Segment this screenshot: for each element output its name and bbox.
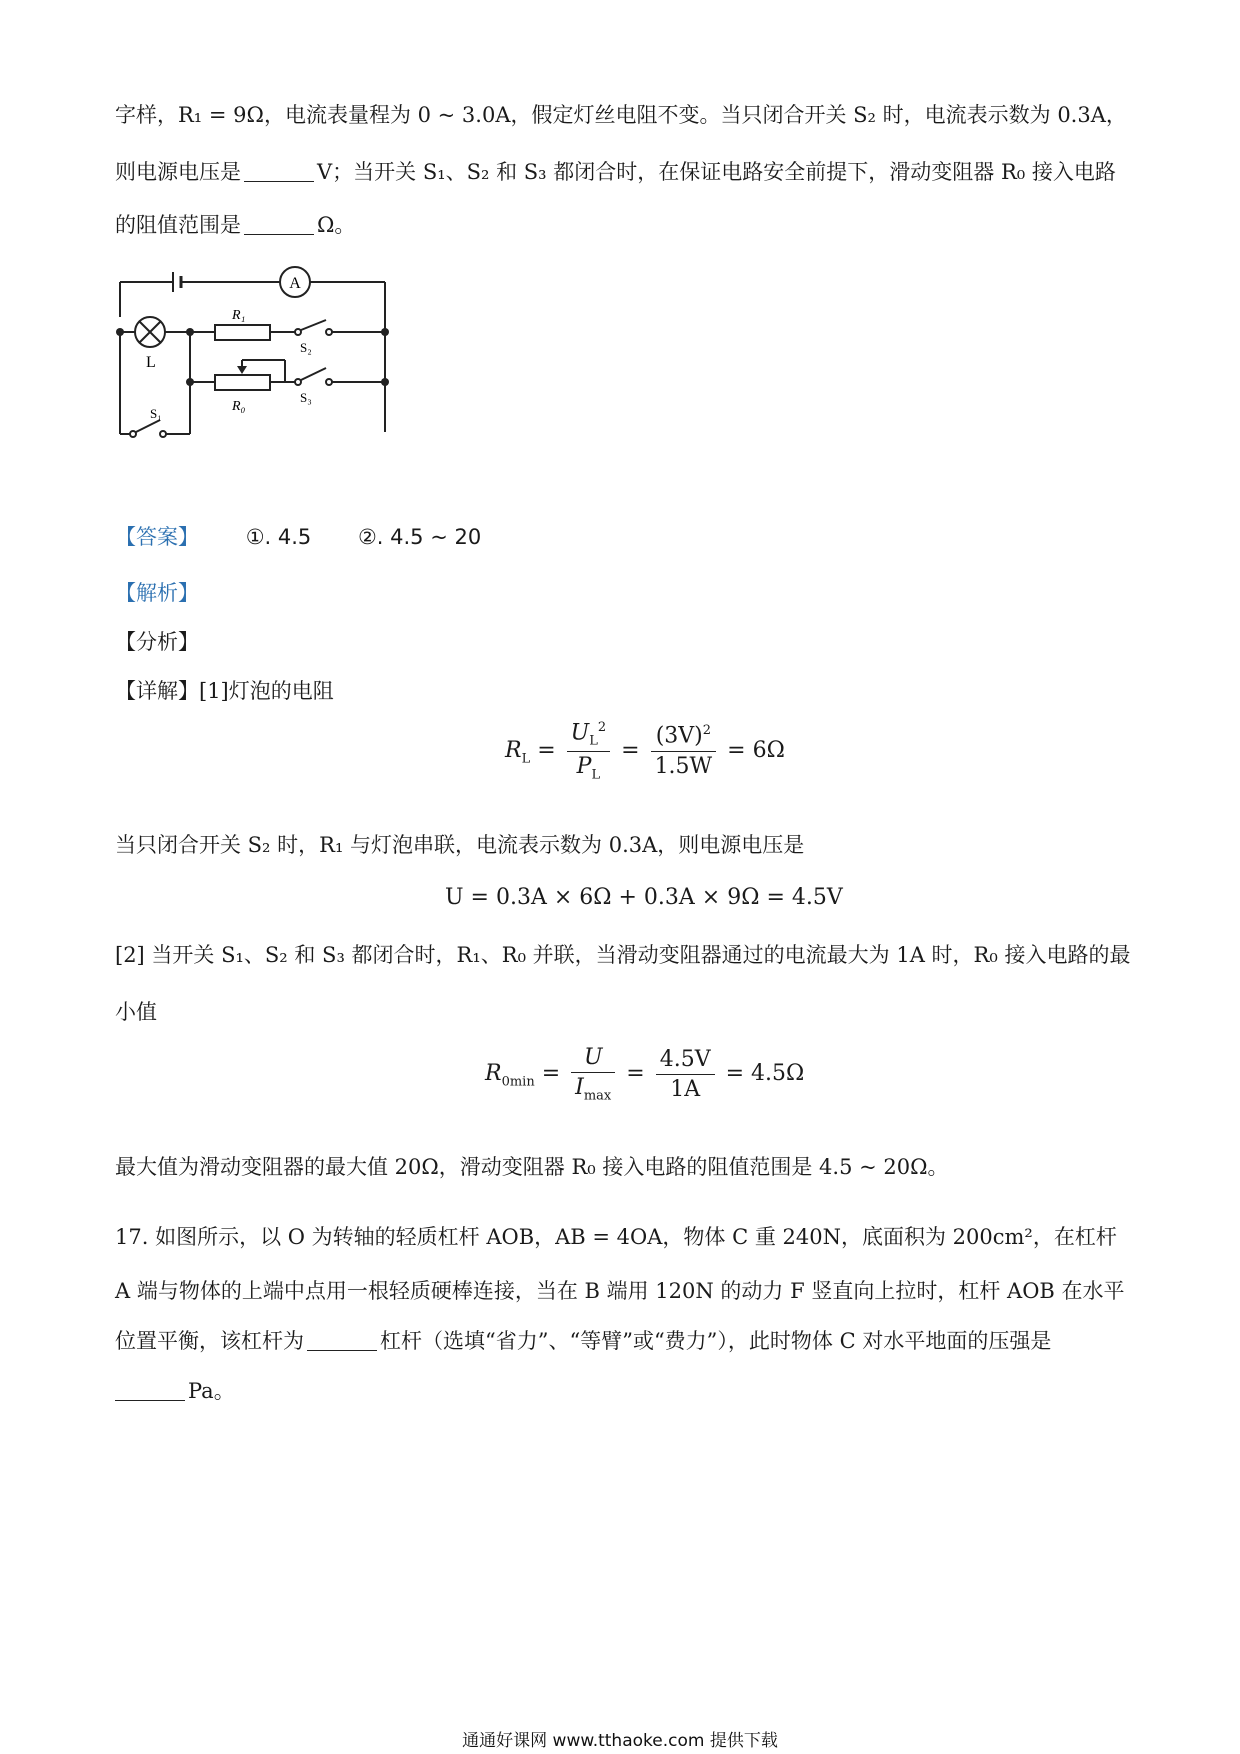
answer-line [115, 522, 481, 552]
eq1-num2-sup: 2 [702, 723, 712, 739]
s3-contact-right [326, 379, 332, 385]
s2-contact-right [326, 329, 332, 335]
eq3-den: I [575, 1075, 584, 1100]
s3-blade [301, 368, 326, 380]
eq1-num-sup: 2 [597, 720, 607, 735]
problem17-line4-text: Pa。 [188, 1379, 235, 1403]
problem16-line1: 字样，R₁ = 9Ω，电流表量程为 0 ~ 3.0A，假定灯丝电阻不变。当只闭合开关 S₂ 时，电流表示数为 0.3A， [115, 103, 1127, 127]
step2-line1: [2] 当开关 S₁、S₂ 和 S₃ 都闭合时，R₁、R₀ 并联，当滑动变阻器通过的电流最大为 1A 时，R₀ 接入电路的最 [115, 943, 1131, 967]
eq1-den-sub: L [591, 767, 601, 783]
eq1-lhs-sub: L [521, 751, 531, 767]
problem17-line3 [115, 1326, 1051, 1356]
footer: 通通好课网 www.tthaoke.com 提供下载 [462, 1731, 778, 1751]
r1-label: R₁ [232, 308, 246, 323]
eq3-den2: 1A [670, 1076, 701, 1102]
eq3-lhs: R [485, 1061, 502, 1087]
node-mid-top [186, 328, 194, 336]
step1-text: 当只闭合开关 S₂ 时，R₁ 与灯泡串联，电流表示数为 0.3A，则电源电压是 [115, 833, 805, 857]
r0-label: R₀ [232, 399, 246, 414]
answer-blank-1 [244, 161, 314, 182]
r0-rect [215, 375, 270, 390]
eq3-den-sub: max [583, 1088, 612, 1104]
node-right-bottom [381, 378, 389, 386]
answer-blank-2 [244, 214, 314, 235]
eq3-frac-2 [656, 1047, 715, 1102]
eq3-result: = 4.5Ω [725, 1061, 805, 1087]
s1-contact-left [130, 431, 136, 437]
equation-lamp-resistance: $R_L$ = $\frac{U_L^2}{P_L}$ = $\frac{(3V)^2}{1.5W}$ = 6Ω [505, 720, 785, 783]
lamp-label: L [146, 354, 156, 371]
eq3-num2: 4.5V [656, 1047, 715, 1075]
eq1-frac-2 [651, 723, 717, 778]
s2-contact-left [295, 329, 301, 335]
node-mid-bottom [186, 378, 194, 386]
problem16-line3-text-a: 的阻值范围是 [115, 213, 241, 237]
equation-voltage: U = 0.3A × 6Ω + 0.3A × 9Ω = 4.5V [445, 885, 843, 910]
answer-tag: 【答案】 [115, 525, 199, 549]
eq1-num2: (3V) [655, 723, 703, 749]
problem17-line2: A 端与物体的上端中点用一根轻质硬棒连接，当在 B 端用 120N 的动力 F 竖直向上拉时，杠杆 AOB 在水平 [115, 1279, 1125, 1303]
s1-label: S₁ [150, 406, 162, 421]
problem16-line3 [115, 210, 355, 240]
analysis-tag: 【解析】 [115, 581, 199, 605]
problem16-line3-text-b: Ω。 [317, 213, 356, 237]
s2-label: S₂ [300, 340, 312, 355]
node-left [116, 328, 124, 336]
problem17-line3-text-a: 位置平衡，该杠杆为 [115, 1329, 304, 1353]
problem16-line2-text-b: V；当开关 S₁、S₂ 和 S₃ 都闭合时，在保证电路安全前提下，滑动变阻器 R₀ 接入电路 [317, 160, 1116, 184]
problem17-line1: 17. 如图所示，以 O 为转轴的轻质杠杆 AOB，AB = 4OA，物体 C 重 240N，底面积为 200cm²，在杠杆 [115, 1225, 1117, 1249]
answer-1: ①. 4.5 [245, 525, 312, 549]
eq1-num-sub: L [589, 733, 598, 749]
s3-contact-left [295, 379, 301, 385]
detail-step1-intro: [1]灯泡的电阻 [199, 679, 334, 703]
eq1-num: U [570, 720, 590, 746]
problem16-line2-text-a: 则电源电压是 [115, 160, 241, 184]
step2-text: 最大值为滑动变阻器的最大值 20Ω，滑动变阻器 R₀ 接入电路的阻值范围是 4.5 ~ 20Ω。 [115, 1155, 949, 1179]
eq1-result: = 6Ω [727, 738, 785, 764]
answer-2: ②. 4.5 ~ 20 [357, 525, 482, 549]
eq3-frac-1 [571, 1045, 615, 1103]
answer-blank-3 [307, 1330, 377, 1351]
equation-r0-min: $R_{0min}$ = $\frac{U}{I_{max}}$ = $\frac{4.5V}{1A}$ = 4.5Ω [485, 1045, 805, 1104]
eq1-frac-1 [567, 720, 610, 782]
s3-label: S₃ [300, 390, 312, 405]
fenxi-tag: 【分析】 [115, 630, 199, 654]
slider-arrow [237, 366, 247, 374]
s1-blade [136, 420, 160, 432]
step2-line2: 小值 [115, 1000, 157, 1024]
r1-rect [215, 325, 270, 340]
eq1-lhs: R [505, 738, 522, 764]
problem17-line3-text-b: 杠杆（选填“省力”、“等臂”或“费力”），此时物体 C 对水平地面的压强是 [380, 1329, 1052, 1353]
node-right-top [381, 328, 389, 336]
problem16-line2 [115, 157, 1116, 187]
circuit-diagram [110, 262, 410, 498]
detail-tag: 【详解】 [115, 679, 199, 703]
answer-blank-4 [115, 1380, 185, 1401]
ammeter-label: A [289, 275, 301, 292]
eq3-lhs-sub: 0min [501, 1074, 535, 1090]
problem17-line4 [115, 1376, 235, 1406]
s2-blade [301, 320, 326, 330]
detail-line [115, 676, 334, 706]
eq3-num: U [583, 1045, 603, 1070]
s1-contact-right [160, 431, 166, 437]
eq1-den: P [576, 753, 592, 779]
eq1-den2: 1.5W [654, 753, 713, 779]
